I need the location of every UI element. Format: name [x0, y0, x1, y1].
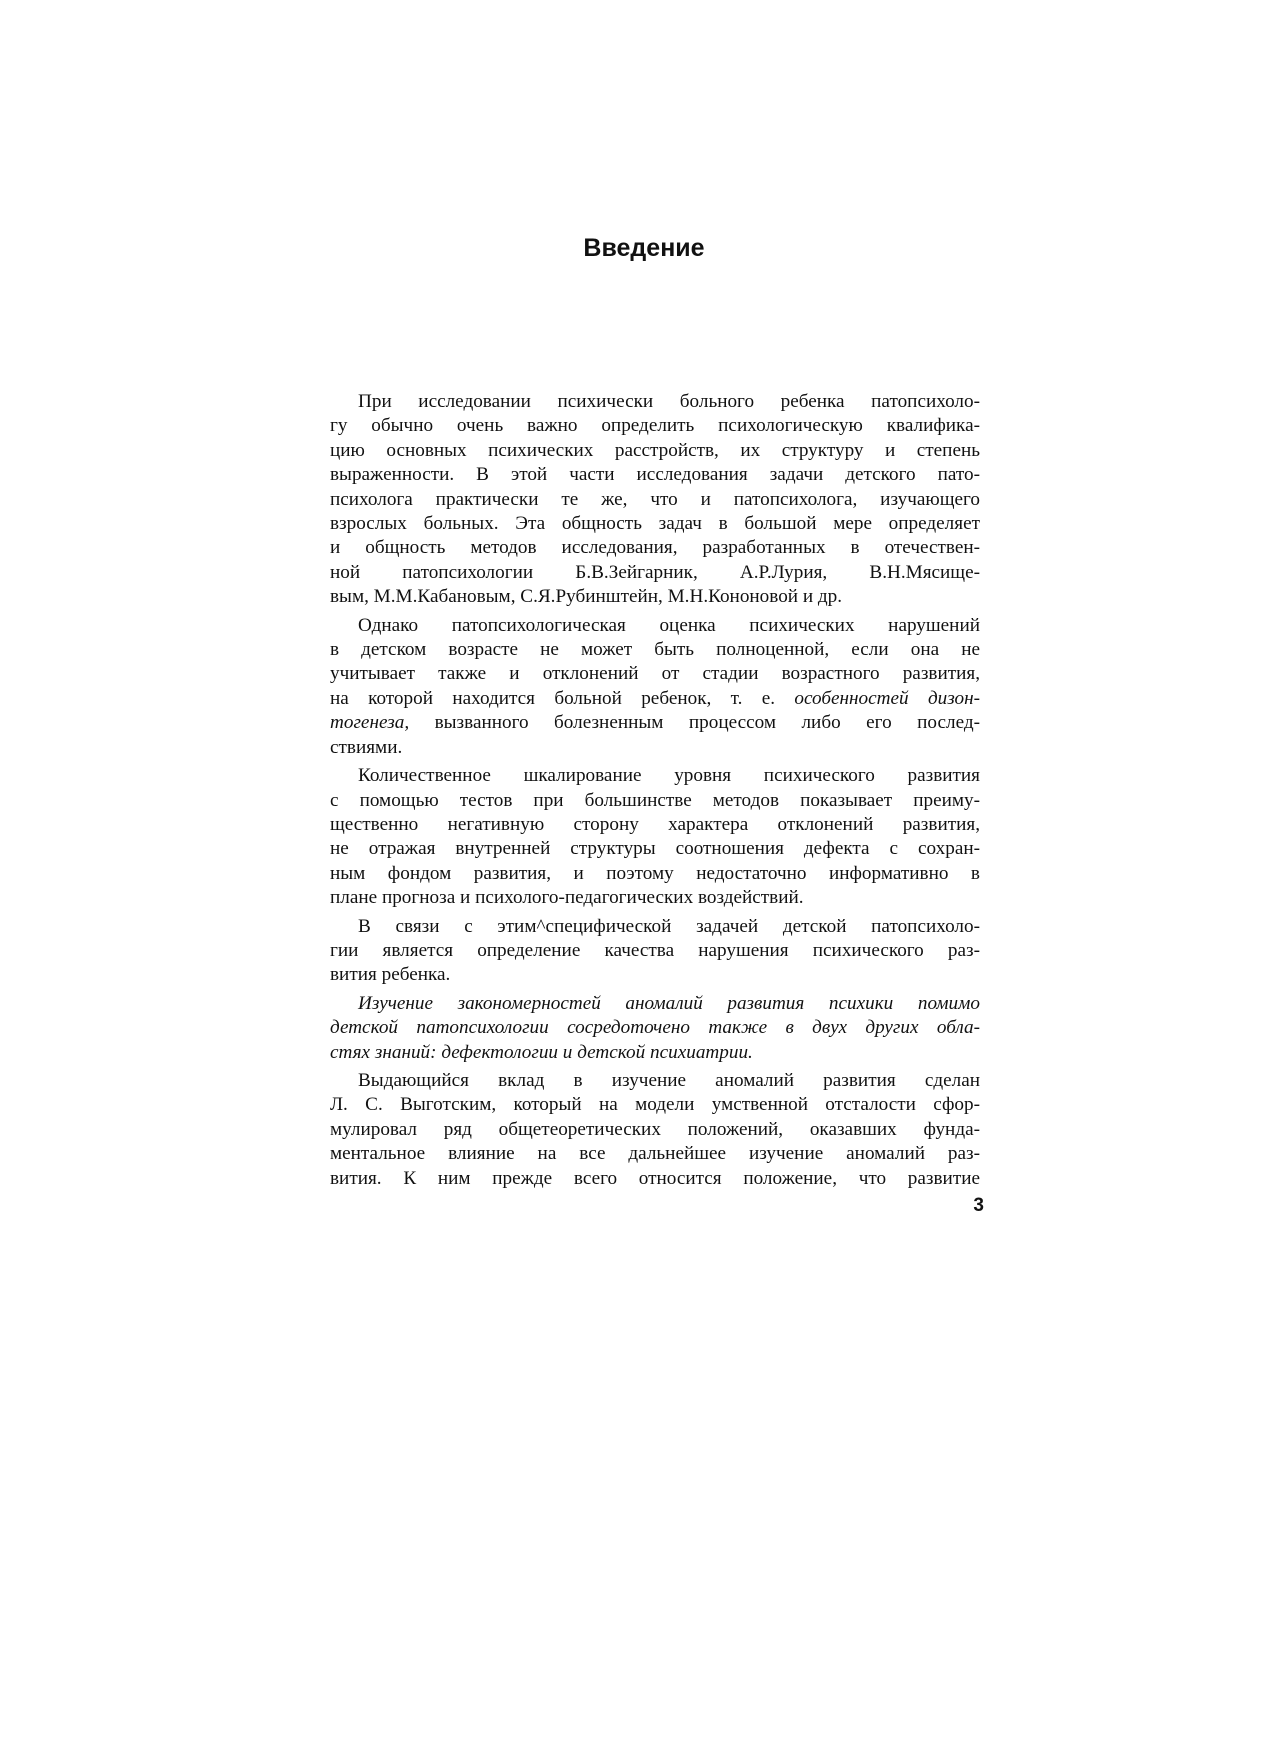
- paragraph: [330, 614, 980, 760]
- text-line: гу обычно очень важно определить психологическую квалифика-: [330, 415, 980, 437]
- text-segment: в детском возрасте не может быть полноценной, если она не: [330, 639, 980, 661]
- text-line: вития ребенка.: [330, 964, 451, 986]
- text-line: и общность методов исследования, разработанных в отечествен-: [330, 537, 980, 559]
- text-line: цию основных психических расстройств, их структуру и степень: [330, 439, 980, 461]
- text-line: психолога практически те же, что и патопсихолога, изучающего: [330, 488, 980, 510]
- text-line: вития. К ним прежде всего относится положение, что развитие: [330, 1167, 980, 1189]
- text-line: [330, 687, 980, 711]
- paragraph: [330, 915, 980, 988]
- italic-text: особенностей дизон-: [794, 687, 980, 709]
- text-line: Изучение закономерностей аномалий развития психики помимо: [358, 992, 980, 1014]
- body-text: [330, 390, 980, 1195]
- text-segment: ствиями.: [330, 736, 403, 758]
- text-line: мулировал ряд общетеоретических положений, оказавших фунда-: [330, 1118, 980, 1140]
- text-line: щественно негативную сторону характера отклонений развития,: [330, 813, 980, 835]
- text-line: плане прогноза и психолого-педагогических воздействий.: [330, 887, 804, 909]
- text-line: не отражая внутренней структуры соотношения дефекта с сохран-: [330, 838, 980, 860]
- text-line: Выдающийся вклад в изучение аномалий развития сделан: [358, 1069, 980, 1091]
- text-line: ной патопсихологии Б.В.Зейгарник, А.Р.Лурия, В.Н.Мясище-: [330, 561, 980, 583]
- text-line: стях знаний: дефектологии и детской психиатрии.: [330, 1041, 753, 1063]
- text-line: [330, 638, 980, 662]
- text-line: Л. С. Выготским, который на модели умственной отсталости сфор-: [330, 1094, 980, 1116]
- paragraph: [330, 390, 980, 610]
- text-line: выраженности. В этой части исследования задачи детского пато-: [330, 464, 980, 486]
- text-line: При исследовании психически больного ребенка патопсихоло-: [358, 391, 980, 412]
- text-line: гии является определение качества нарушения психического раз-: [330, 939, 980, 961]
- italic-text: тогенеза,: [330, 712, 410, 734]
- page-number: 3: [973, 1195, 984, 1216]
- paragraph: [330, 764, 980, 910]
- text-line: вым, М.М.Кабановым, С.Я.Рубинштейн, М.Н.Кононовой и др.: [330, 586, 843, 608]
- text-line: [330, 662, 980, 686]
- text-line: [330, 736, 980, 760]
- chapter-title: Введение: [583, 234, 705, 262]
- text-line: детской патопсихологии сосредоточено также в двух других обла-: [330, 1017, 980, 1039]
- text-segment: на которой находится больной ребенок, т. е.: [330, 687, 795, 709]
- text-line: [330, 614, 980, 638]
- paragraph: [330, 1069, 980, 1191]
- paragraph: [330, 992, 980, 1065]
- text-line: [330, 711, 980, 735]
- text-line: В связи с этим^специфической задачей детской патопсихоло-: [358, 915, 980, 937]
- text-segment: Однако патопсихологическая оценка психических нарушений: [358, 614, 980, 636]
- text-line: Количественное шкалирование уровня психического развития: [358, 765, 980, 787]
- text-segment: вызванного болезненным процессом либо его послед-: [409, 712, 980, 734]
- text-line: ментальное влияние на все дальнейшее изучение аномалий раз-: [330, 1143, 980, 1165]
- text-line: взрослых больных. Эта общность задач в большой мере определяет: [330, 513, 980, 535]
- text-segment: учитывает также и отклонений от стадии возрастного развития,: [330, 663, 980, 685]
- text-line: ным фондом развития, и поэтому недостаточно информативно в: [330, 862, 980, 884]
- text-line: с помощью тестов при большинстве методов показывает преиму-: [330, 789, 980, 811]
